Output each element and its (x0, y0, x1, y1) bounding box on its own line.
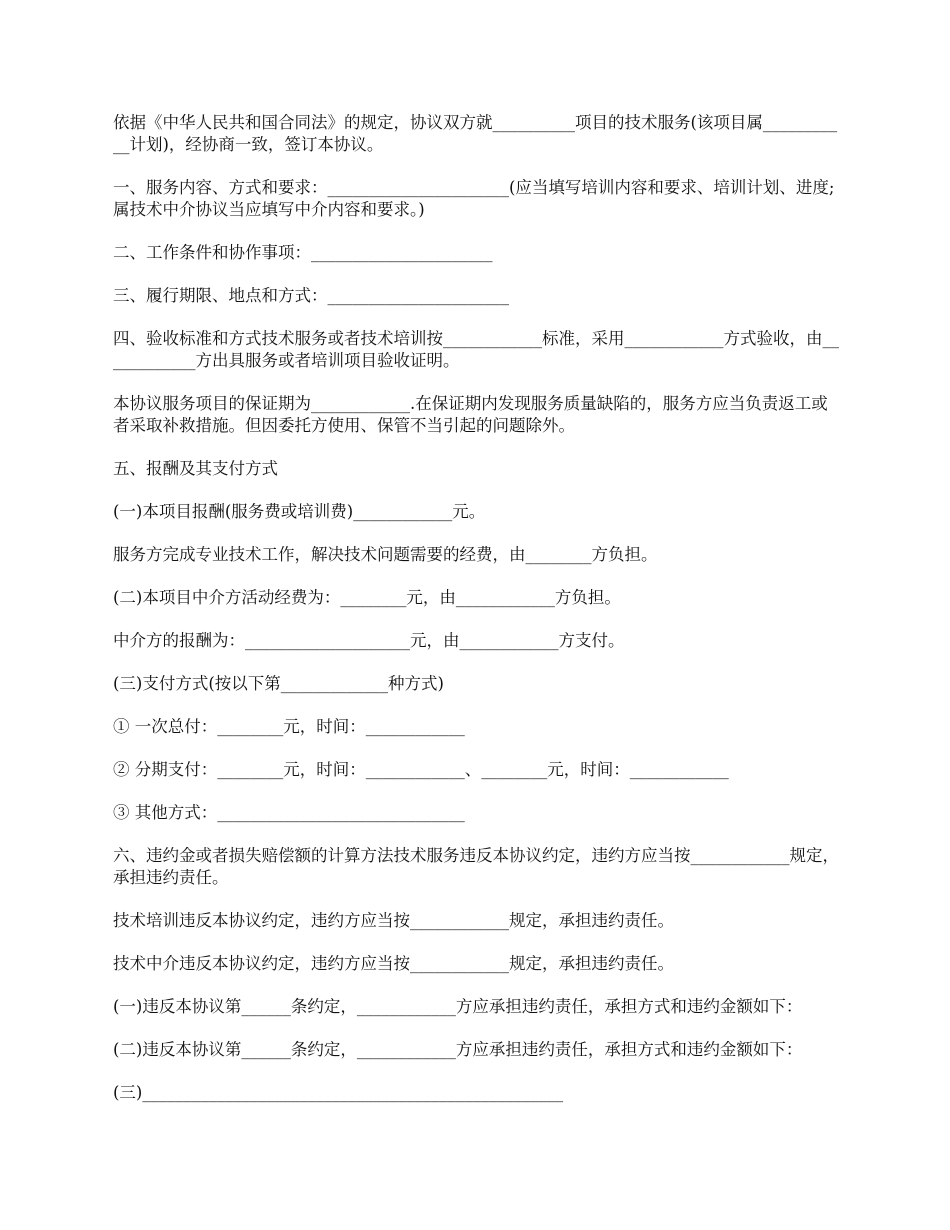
paragraph-breach-clause-1: (一)违反本协议第______条约定，____________方应承担违约责任，承担方式和违约金额如下： (113, 997, 803, 1016)
paragraph-acceptance-standard: 四、验收标准和方式技术服务或者技术培训按____________标准，采用____________方式验收，由____________方出具服务或者培训项目验收证明。 (113, 329, 839, 370)
paragraph-breach-clause-3: (三)___________________________________________________ (113, 1083, 564, 1102)
paragraph-performance-terms: 三、履行期限、地点和方式：______________________ (113, 286, 509, 305)
paragraph-lump-sum: ① 一次总付：________元，时间：____________ (113, 717, 465, 736)
paragraph-payment-method: (三)支付方式(按以下第_____________种方式) (113, 674, 444, 693)
paragraph-agent-fee: 中介方的报酬为：____________________元，由____________方支付。 (113, 631, 625, 650)
paragraph-breach-training: 技术培训违反本协议约定，违约方应当按____________规定，承担违约责任。 (113, 911, 674, 930)
paragraph-agent-expenses: (二)本项目中介方活动经费为：________元，由____________方负担。 (113, 588, 621, 607)
heading-payment: 五、报酬及其支付方式 (113, 459, 278, 478)
paragraph-breach-agency: 技术中介违反本协议约定，违约方应当按____________规定，承担违约责任。 (113, 954, 674, 973)
paragraph-warranty-period: 本协议服务项目的保证期为____________.在保证期内发现服务质量缺陷的，服务方应当负责返工或者采取补救措施。但因委托方使用、保管不当引起的问题除外。 (113, 394, 828, 435)
document-body (113, 112, 843, 1125)
paragraph-project-fee: (一)本项目报酬(服务费或培训费)____________元。 (113, 502, 486, 521)
paragraph-installments: ② 分期支付：________元，时间：____________、________元，时间：____________ (113, 760, 729, 779)
paragraph-intro: 依据《中华人民共和国合同法》的规定，协议双方就__________项目的技术服务(该项目属___________计划)，经协商一致，签订本协议。 (113, 113, 838, 154)
paragraph-technical-expenses: 服务方完成专业技术工作，解决技术问题需要的经费，由________方负担。 (113, 545, 658, 564)
paragraph-work-conditions: 二、工作条件和协作事项：______________________ (113, 243, 493, 262)
paragraph-other-method: ③ 其他方式：______________________________ (113, 803, 465, 822)
paragraph-breach-service: 六、违约金或者损失赔偿额的计算方法技术服务违反本协议约定，违约方应当按____________规定，承担违约责任。 (113, 846, 839, 887)
paragraph-service-content: 一、服务内容、方式和要求：______________________(应当填写培训内容和要求、培训计划、进度;属技术中介协议当应填写中介内容和要求。) (113, 178, 835, 219)
paragraph-breach-clause-2: (二)违反本协议第______条约定，____________方应承担违约责任，承担方式和违约金额如下： (113, 1040, 803, 1059)
